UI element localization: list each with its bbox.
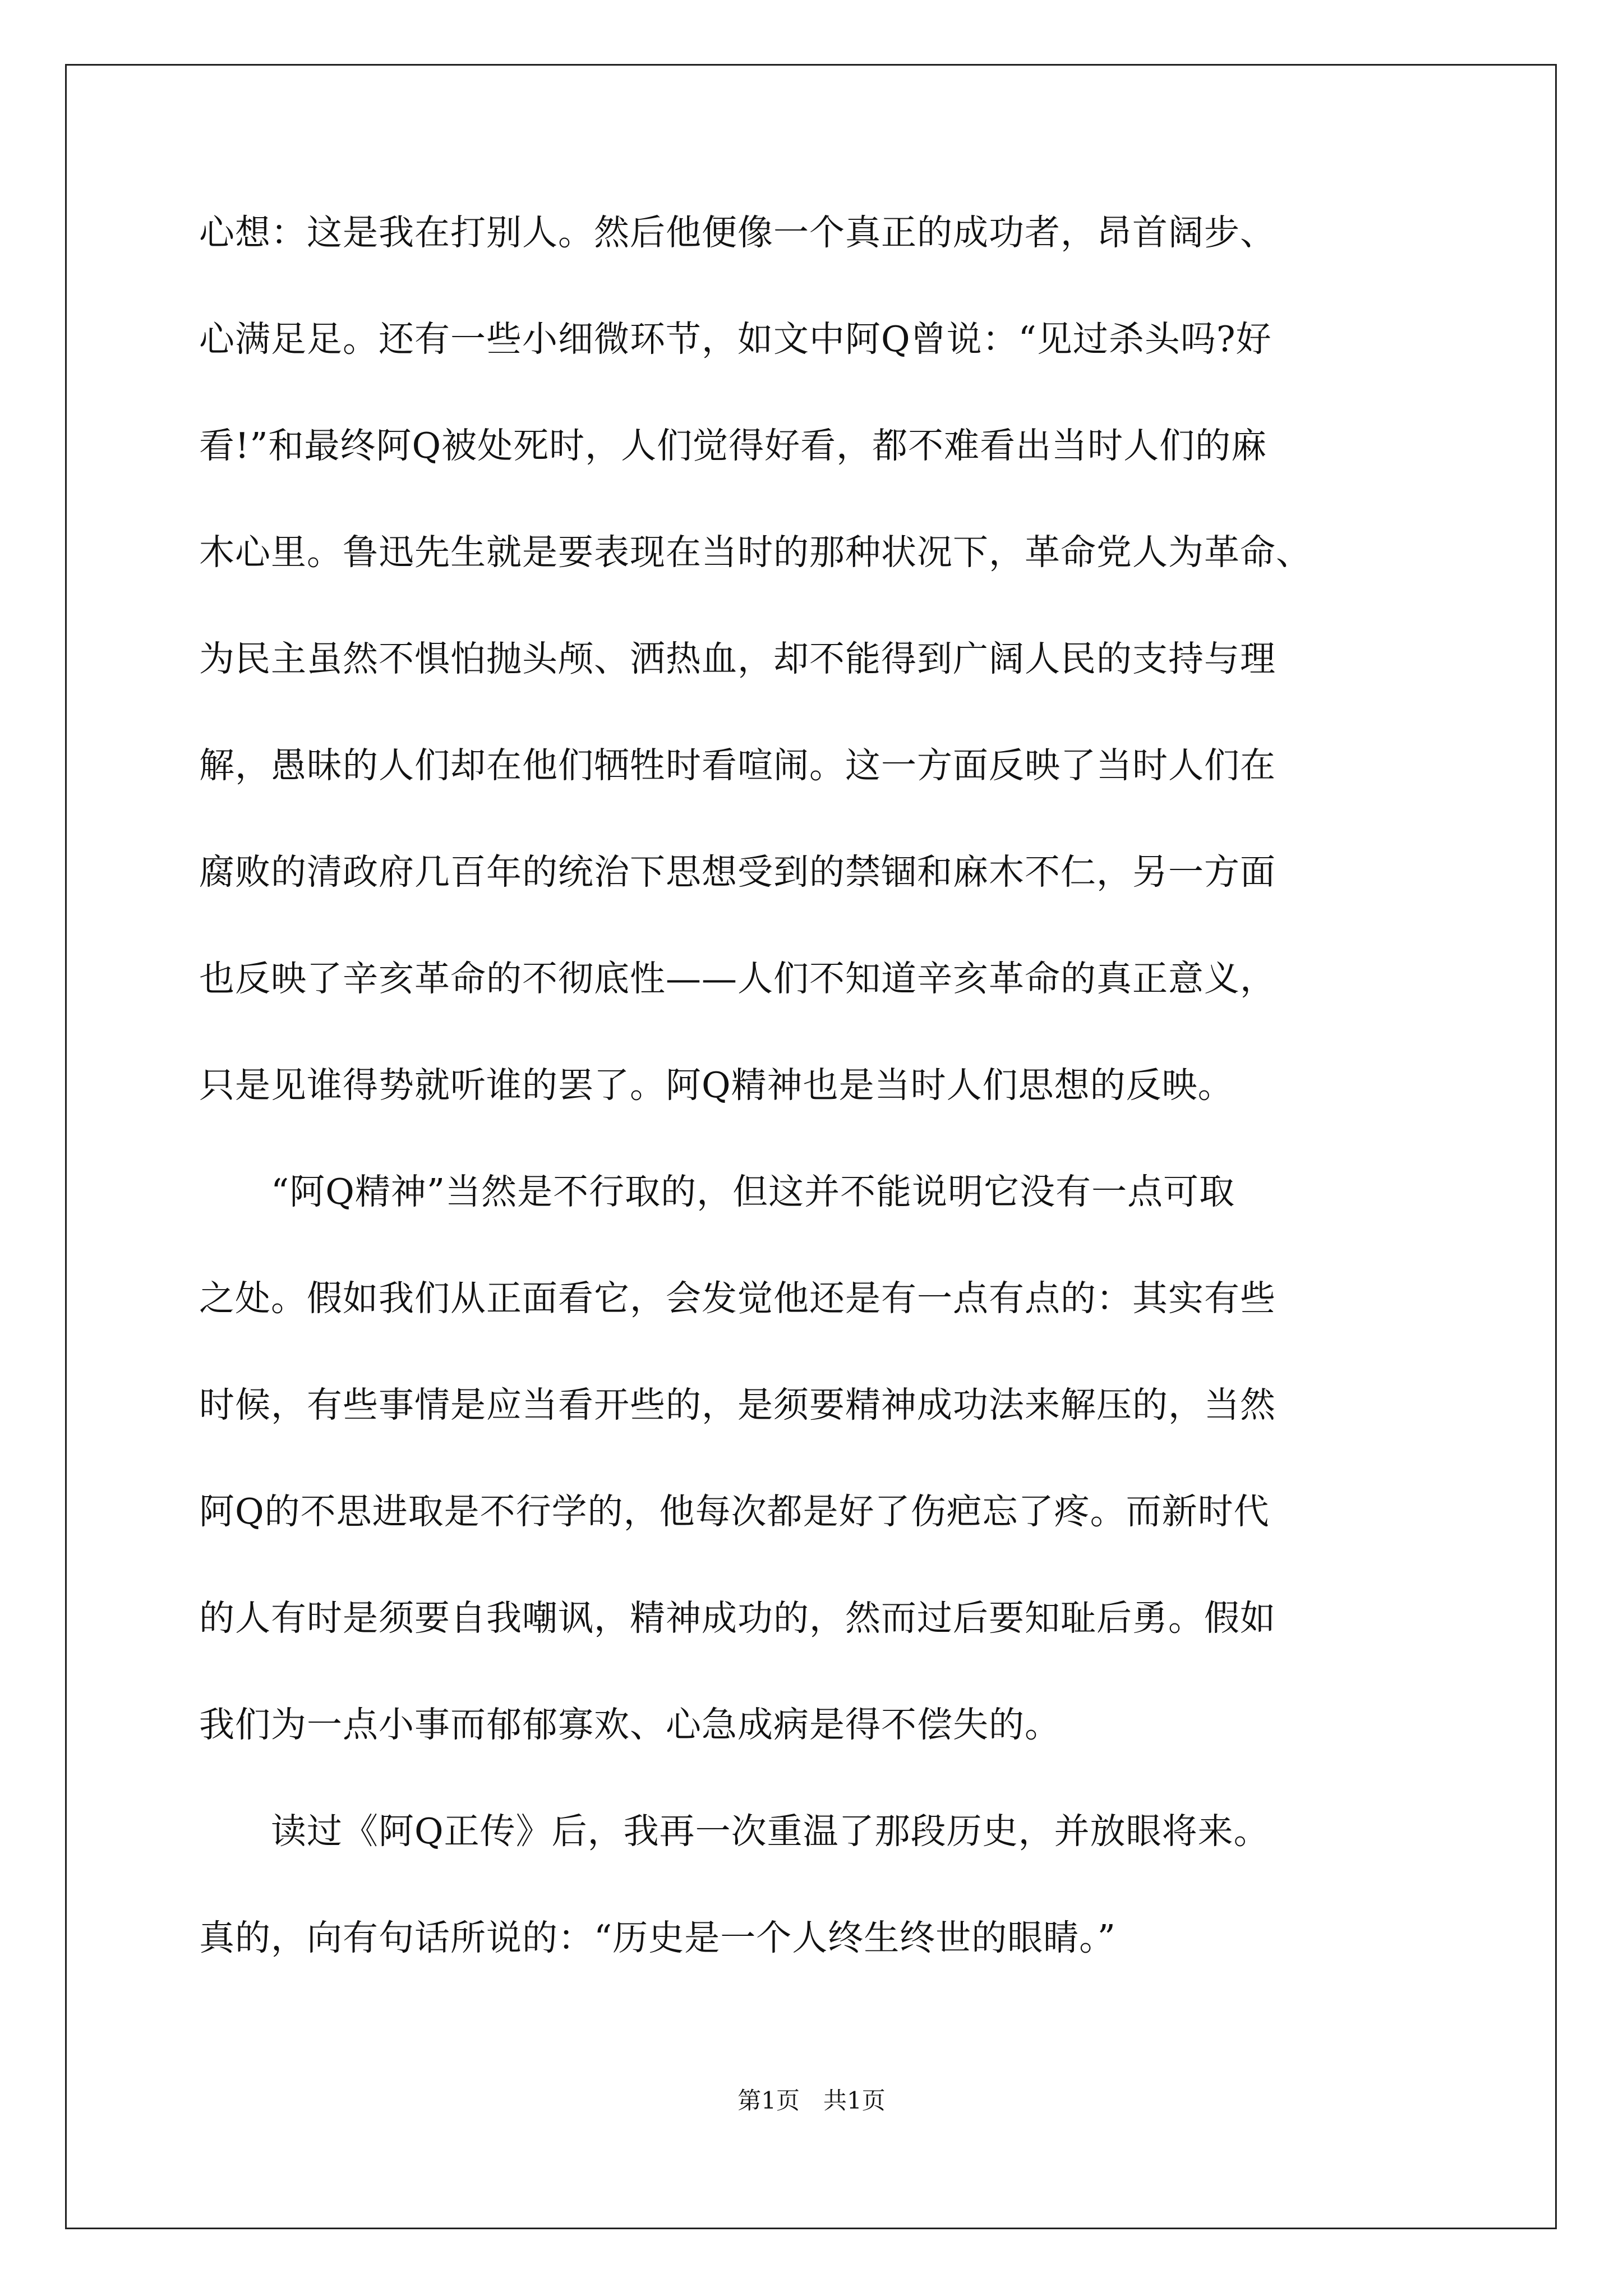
text-line: 之处。假如我们从正面看它，会发觉他还是有一点有点的：其实有些 <box>199 1278 1276 1319</box>
text-line: 只是见谁得势就听谁的罢了。阿Q精神也是当时人们思想的反映。 <box>199 1065 1234 1106</box>
text-line: 木心里。鲁迅先生就是要表现在当时的那种状况下，革命党人为革命、 <box>199 532 1312 573</box>
page-number-footer: 第1页 共1页 <box>737 2087 886 2114</box>
text-line: 心满足足。还有一些小细微环节，如文中阿Q曾说：“见过杀头吗?好 <box>199 319 1272 360</box>
text-line: 我们为一点小事而郁郁寡欢、心急成病是得不偿失的。 <box>199 1704 1061 1745</box>
text-line: 看!”和最终阿Q被处死时，人们觉得好看，都不难看出当时人们的麻 <box>199 425 1267 466</box>
text-line: 为民主虽然不惧怕抛头颅、洒热血，却不能得到广阔人民的支持与理 <box>199 638 1276 679</box>
text-line: 阿Q的不思进取是不行学的，他每次都是好了伤疤忘了疼。而新时代 <box>199 1491 1270 1532</box>
text-line: 腐败的清政府几百年的统治下思想受到的禁锢和麻木不仁，另一方面 <box>199 852 1276 892</box>
text-line: 心想：这是我在打别人。然后他便像一个真正的成功者，昂首阔步、 <box>199 212 1276 253</box>
text-line: 解，愚昧的人们却在他们牺牲时看喧闹。这一方面反映了当时人们在 <box>199 745 1276 786</box>
text-line: 也反映了辛亥革命的不彻底性——人们不知道辛亥革命的真正意义， <box>199 958 1276 999</box>
text-line: 的人有时是须要自我嘲讽，精神成功的，然而过后要知耻后勇。假如 <box>199 1598 1276 1639</box>
document-body <box>199 213 1467 2025</box>
text-line: 读过《阿Q正传》后，我再一次重温了那段历史，并放眼将来。 <box>199 1811 1270 1852</box>
text-line: 时候，有些事情是应当看开些的，是须要精神成功法来解压的，当然 <box>199 1384 1276 1425</box>
text-line: 真的，向有句话所说的：“历史是一个人终生终世的眼睛。” <box>199 1917 1116 1958</box>
text-line: “阿Q精神”当然是不行取的，但这并不能说明它没有一点可取 <box>199 1171 1235 1212</box>
